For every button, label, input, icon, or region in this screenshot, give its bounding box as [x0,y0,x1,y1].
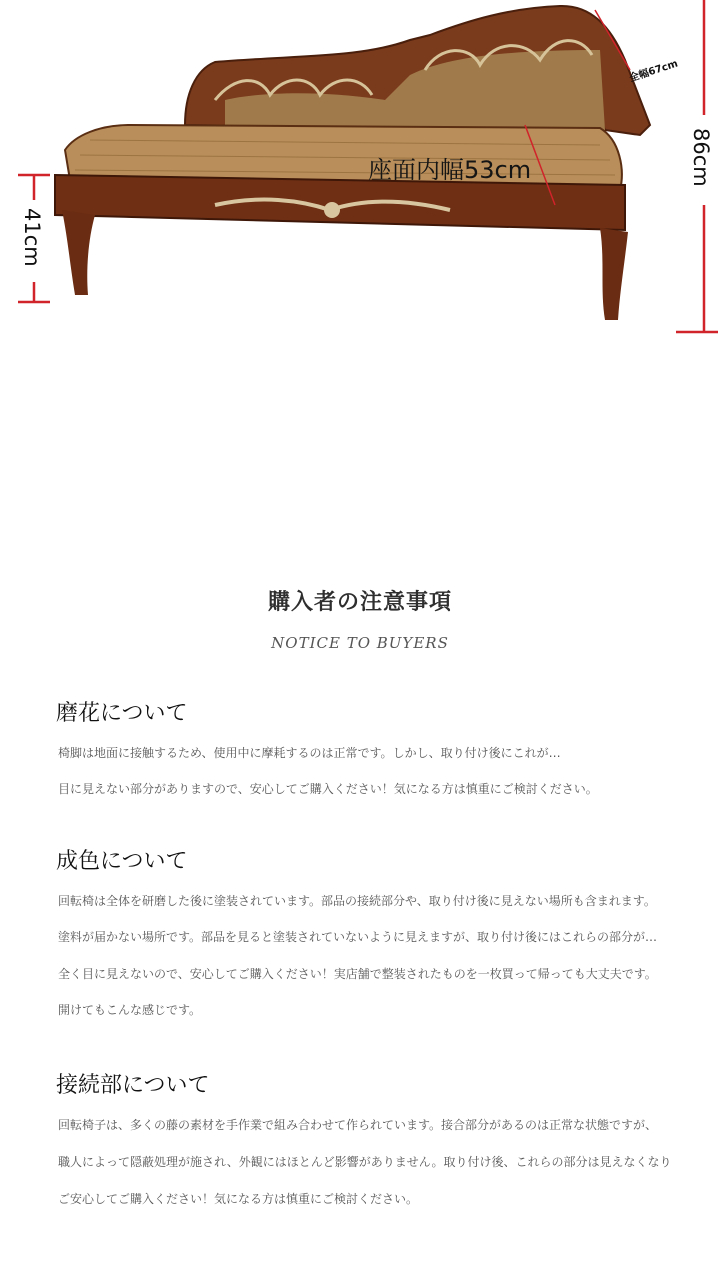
product-image [0,0,720,340]
section-line: 椅脚は地面に接触するため、使用中に摩耗するのは正常です。しかし、取り付け後にこれが… [58,746,561,760]
notice-title: 購入者の注意事項 [267,590,452,615]
section-heading-wear: 磨花について [56,701,188,726]
notice-subtitle: NOTICE TO BUYERS [271,634,449,652]
section-line: ご安心してご購入ください！気になる方は慎重にご検討ください。 [58,1192,419,1206]
section-line: 回転椅は全体を研磨した後に塗装されています。部品の接続部分や、取り付け後に見えない場所も含まれます。 [58,894,656,908]
section-line: 開けてもこんな感じです。 [58,1003,202,1017]
total-height-label: 86cm [689,128,713,187]
section-line: 塗料が届かない場所です。部品を見ると塗装されていないように見えますが、取り付け後にはこれらの部分が… [58,930,658,944]
section-line: 目に見えない部分がありますので、安心してご購入ください！気になる方は慎重にご検討ください。 [58,782,598,796]
total-width-label: 全幅67cm [628,58,680,85]
section-line: 全く目に見えないので、安心してご購入ください！実店舗で整装されたものを一枚買って帰っても大丈夫です。 [58,967,657,981]
section-line: 職人によって隠蔽処理が施され、外観にはほとんど影響がありません。取り付け後、これらの部分は見えなくなり [58,1155,672,1169]
seat-width-label: 座面内幅53cm [368,156,532,184]
section-heading-joints: 接続部について [56,1073,210,1098]
section-line: 回転椅子は、多くの藤の素材を手作業で組み合わせて作られています。接合部分があるのは正常な状態ですが、 [58,1118,658,1132]
chaise-lounge-illustration [0,0,720,340]
section-heading-finish: 成色について [56,849,188,874]
seat-height-label: 41cm [20,208,44,267]
